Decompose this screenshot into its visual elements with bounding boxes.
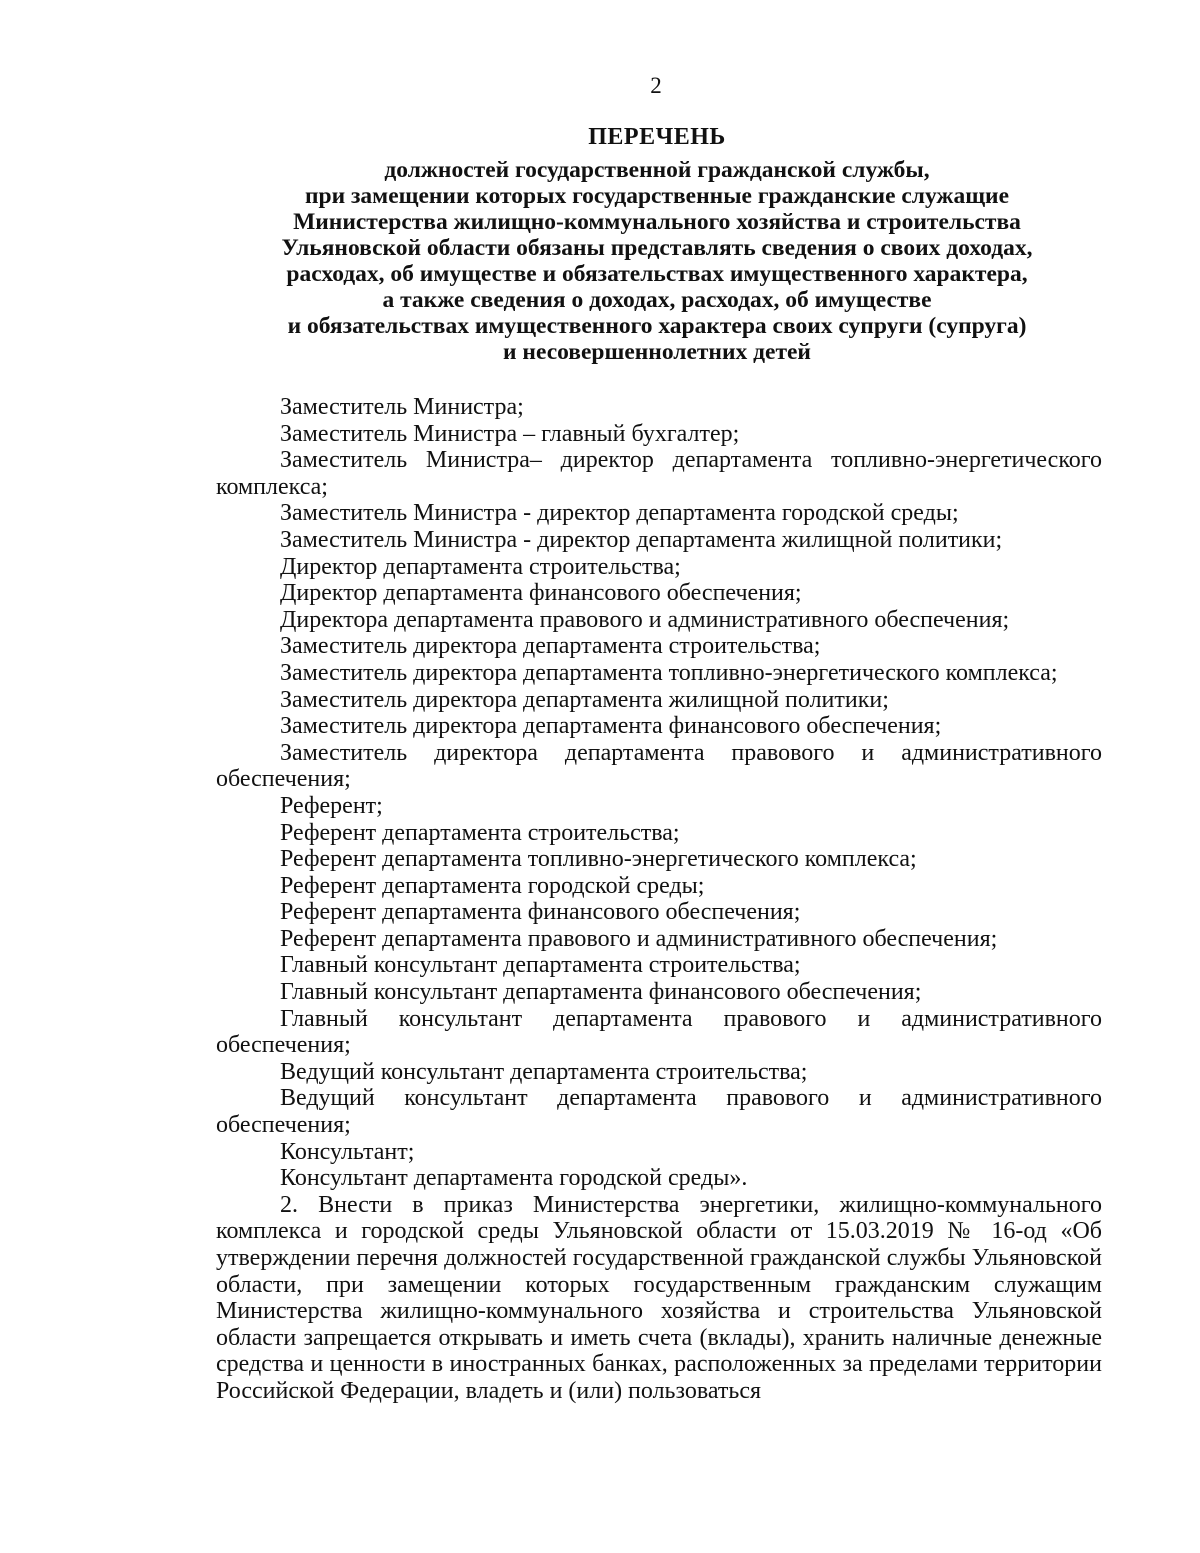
heading-title: ПЕРЕЧЕНЬ	[588, 124, 726, 150]
position-item: Референт департамента финансового обеспечения;	[280, 899, 801, 926]
position-item: Главный консультант департамента финансового обеспечения;	[280, 979, 922, 1006]
heading-subtitle	[218, 157, 1096, 365]
heading-line: должностей государственной гражданской службы,	[384, 157, 930, 183]
position-item: Ведущий консультант департамента строительства;	[280, 1058, 808, 1085]
position-item: Референт департамента строительства;	[280, 819, 680, 846]
position-item: Референт департамента топливно-энергетического комплекса;	[280, 846, 917, 873]
position-item: Главный консультант департамента правового и административного обеспечения;	[216, 1005, 1102, 1059]
position-item: Заместитель Министра - директор департамента городской среды;	[280, 500, 959, 527]
position-item: Директор департамента финансового обеспечения;	[280, 580, 802, 607]
position-item: Ведущий консультант департамента правового и административного обеспечения;	[216, 1085, 1102, 1139]
heading-line: и обязательствах имущественного характера своих супруги (супруга)	[287, 313, 1027, 339]
position-item: Директор департамента строительства;	[280, 553, 681, 580]
position-item: Референт департамента городской среды;	[280, 872, 705, 899]
position-item: Заместитель Министра - директор департамента жилищной политики;	[280, 526, 1003, 553]
position-item: Директора департамента правового и административного обеспечения;	[280, 606, 1010, 633]
position-item: Консультант;	[280, 1138, 415, 1165]
position-item: Заместитель директора департамента финансового обеспечения;	[280, 713, 942, 740]
heading-line: при замещении которых государственные гражданские служащие	[304, 183, 1010, 209]
position-item: Заместитель директора департамента топливно-энергетического комплекса;	[280, 659, 1058, 686]
position-item: Референт департамента правового и административного обеспечения;	[280, 925, 998, 952]
heading-line: и несовершеннолетних детей	[503, 339, 811, 365]
page-number: 2	[650, 73, 662, 98]
document-heading	[218, 123, 1096, 365]
position-item: Заместитель Министра– директор департамента топливно-энергетического комплекса;	[216, 447, 1102, 500]
position-item: Заместитель директора департамента жилищной политики;	[280, 686, 889, 713]
position-item: Заместитель директора департамента строительства;	[280, 633, 821, 660]
heading-line: Ульяновской области обязаны представлять сведения о своих доходах,	[281, 235, 1033, 261]
heading-line: а также сведения о доходах, расходах, об имуществе	[382, 287, 932, 313]
position-item: Референт;	[280, 792, 383, 819]
clause-2-paragraph: 2. Внести в приказ Министерства энергетики, жилищно-коммунального комплекса и городской среды Ульяновской области от 15.03.2019 № 16-од «Об утверждении перечня должностей государственной гражданской службы Ульяновской области, при замещении которых государственным гражданским служащим Министерства жилищно-коммунального хозяйства и строительства Ульяновской области запрещается открывать и иметь счета (вклады), хранить наличные денежные средства и ценности в иностранных банках, расположенных за пределами территории Российской Федерации, владеть и (или) пользоваться	[216, 1191, 1102, 1404]
position-item: Заместитель Министра – главный бухгалтер;	[280, 420, 740, 447]
position-item: Заместитель Министра;	[280, 394, 524, 420]
position-item: Заместитель директора департамента правового и административного обеспечения;	[216, 739, 1102, 793]
document-body	[216, 394, 1102, 1405]
heading-line: Министерства жилищно-коммунального хозяйства и строительства	[293, 209, 1021, 235]
position-item: Консультант департамента городской среды».	[280, 1165, 748, 1192]
position-item: Главный консультант департамента строительства;	[280, 952, 801, 979]
heading-line: расходах, об имуществе и обязательствах имущественного характера,	[286, 261, 1028, 287]
